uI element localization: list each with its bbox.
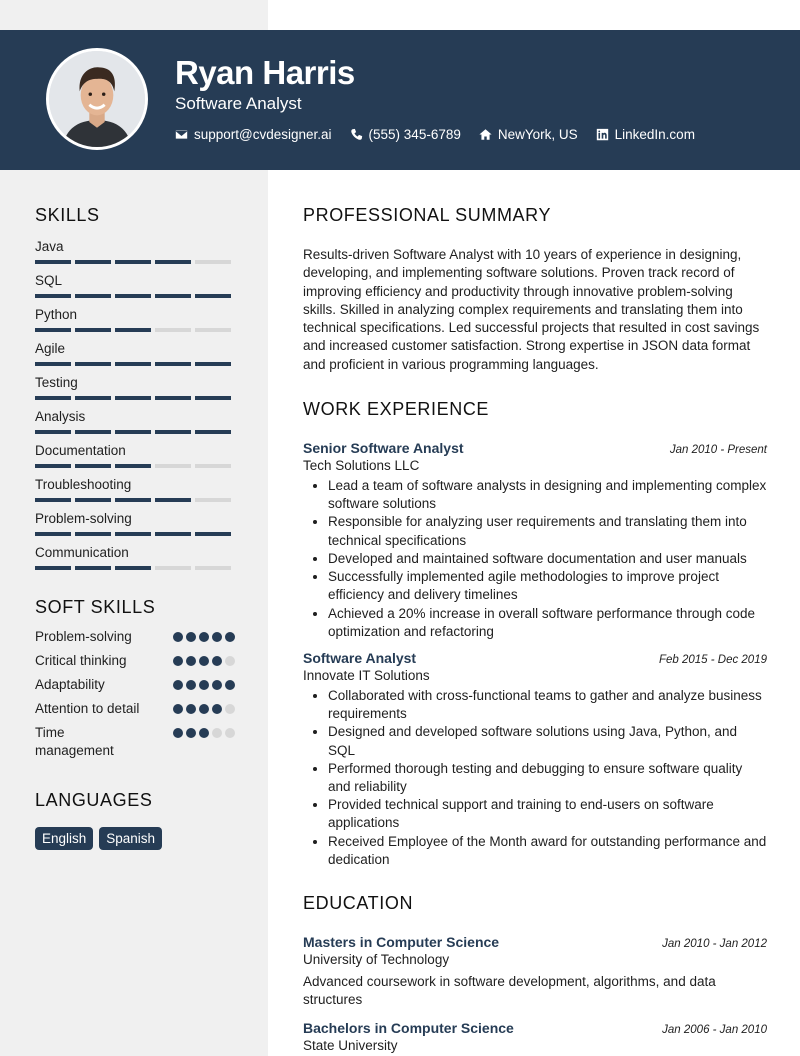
soft-skill-name: Attention to detail: [35, 701, 140, 716]
skill-level-bar: [35, 396, 235, 400]
job-bullet: • Achieved a 20% increase in overall software performance through code optimization and refactoring: [328, 605, 767, 641]
rating-dot: [199, 680, 209, 690]
job-bullet: • Performed thorough testing and debugging to ensure software quality and reliability: [328, 760, 767, 796]
skill-level-segment: [75, 566, 111, 570]
skill-level-segment: [35, 566, 71, 570]
skill-level-bar: [35, 430, 235, 434]
job-entry: [303, 440, 767, 641]
rating-dot: [186, 704, 196, 714]
skill-level-segment: [155, 328, 191, 332]
skill-level-segment: [35, 362, 71, 366]
skill-level-bar: [35, 566, 235, 570]
summary-text: Results-driven Software Analyst with 10 years of experience in designing, developing, and implementing software solutions. Proven track record of improving efficiency and productivity through innovative problem-solving skills. Skilled in analyzing complex requirements and translating them into technical specifications. Led successful projects that resulted in cost savings and increased customer satisfaction. Strong expertise in JSON data format and proficient in various programming languages.: [303, 247, 760, 372]
rating-dot: [212, 632, 222, 642]
contact-row: [175, 127, 695, 142]
education-header: [303, 1020, 767, 1036]
skill-level-segment: [115, 430, 151, 434]
skill-level-segment: [75, 294, 111, 298]
rating-dot: [212, 728, 222, 738]
rating-dot: [225, 632, 235, 642]
skill-level-segment: [195, 532, 231, 536]
job-bullet: • Responsible for analyzing user requirements and translating them into technical specifications: [328, 513, 767, 549]
rating-dot: [186, 680, 196, 690]
soft-skill-item: [35, 628, 235, 646]
skill-level-segment: [35, 532, 71, 536]
job-bullets: [303, 477, 767, 641]
person-name: Ryan Harris: [175, 54, 355, 91]
soft-skill-rating: [173, 632, 235, 642]
skill-level-segment: [35, 430, 71, 434]
rating-dot: [173, 728, 183, 738]
skill-item: [35, 476, 235, 502]
skill-item: [35, 408, 235, 434]
skill-level-bar: [35, 260, 235, 264]
rating-dot: [225, 656, 235, 666]
degree-title: Bachelors in Computer Science: [303, 1019, 514, 1036]
rating-dot: [212, 704, 222, 714]
school-name: University of Technology: [303, 951, 450, 967]
skill-level-segment: [115, 532, 151, 536]
skill-name: Problem-solving: [35, 511, 132, 526]
skill-level-segment: [35, 294, 71, 298]
rating-dot: [186, 632, 196, 642]
skill-level-segment: [155, 566, 191, 570]
skill-level-bar: [35, 532, 235, 536]
education-heading: EDUCATION: [303, 892, 414, 913]
phone-text: (555) 345-6789: [368, 127, 461, 142]
resume-header: [0, 30, 800, 170]
skill-name: Communication: [35, 545, 129, 560]
rating-dot: [199, 728, 209, 738]
skill-item: [35, 306, 235, 332]
soft-skill-name: Time management: [35, 725, 114, 758]
left-column: [35, 205, 235, 850]
job-entry: [303, 650, 767, 869]
skill-name: SQL: [35, 273, 63, 288]
rating-dot: [212, 680, 222, 690]
skill-level-segment: [75, 430, 111, 434]
skill-item: [35, 544, 235, 570]
rating-dot: [212, 656, 222, 666]
soft-skill-rating: [173, 728, 235, 738]
contact-linkedin[interactable]: [596, 127, 695, 142]
job-bullet: • Collaborated with cross-functional teams to gather and analyze business requirements: [328, 687, 767, 723]
rating-dot: [173, 632, 183, 642]
education-date: Jan 2010 - Jan 2012: [662, 937, 767, 950]
skill-level-segment: [195, 328, 231, 332]
skill-level-segment: [35, 396, 71, 400]
skill-level-segment: [155, 430, 191, 434]
skill-level-segment: [75, 260, 111, 264]
soft-skill-rating: [173, 680, 235, 690]
skill-level-segment: [195, 498, 231, 502]
skill-level-segment: [115, 464, 151, 468]
job-bullet: • Successfully implemented agile methodologies to improve project efficiency and delivery timelines: [328, 568, 767, 604]
education-description: Advanced coursework in software development, algorithms, and data structures: [303, 973, 716, 1008]
contact-phone[interactable]: [350, 127, 461, 142]
skills-list: [35, 238, 235, 570]
skill-level-segment: [35, 464, 71, 468]
job-bullet: • Designed and developed software solutions using Java, Python, and SQL: [328, 723, 767, 759]
skill-level-segment: [195, 430, 231, 434]
skill-name: Python: [35, 307, 78, 322]
skill-level-segment: [195, 362, 231, 366]
skill-name: Troubleshooting: [35, 477, 132, 492]
job-header: [303, 440, 767, 456]
education-list: [303, 934, 767, 1053]
skill-level-segment: [155, 532, 191, 536]
skill-level-segment: [115, 260, 151, 264]
summary-heading: PROFESSIONAL SUMMARY: [303, 205, 552, 225]
skill-level-segment: [195, 464, 231, 468]
soft-skill-item: [35, 676, 235, 694]
skill-level-segment: [75, 464, 111, 468]
skill-level-segment: [75, 362, 111, 366]
rating-dot: [173, 704, 183, 714]
skill-level-segment: [195, 294, 231, 298]
skill-item: [35, 238, 235, 264]
language-tag: Spanish: [99, 827, 162, 850]
profile-photo: [49, 51, 145, 147]
soft-skills-list: [35, 628, 235, 760]
rating-dot: [199, 656, 209, 666]
skill-item: [35, 374, 235, 400]
linkedin-text: LinkedIn.com: [614, 127, 695, 142]
job-bullet: • Provided technical support and training to end-users on software applications: [328, 796, 767, 832]
company-name: Innovate IT Solutions: [303, 667, 430, 683]
skill-level-segment: [35, 260, 71, 264]
skill-level-segment: [115, 362, 151, 366]
skill-name: Testing: [35, 375, 78, 390]
skill-level-segment: [155, 260, 191, 264]
skill-item: [35, 272, 235, 298]
rating-dot: [225, 704, 235, 714]
skill-level-segment: [75, 532, 111, 536]
person-role: Software Analyst: [175, 94, 302, 113]
avatar: [46, 48, 148, 150]
skill-level-bar: [35, 294, 235, 298]
skill-level-segment: [115, 328, 151, 332]
contact-location: [479, 127, 578, 142]
skill-level-segment: [195, 260, 231, 264]
skill-level-segment: [115, 396, 151, 400]
skill-name: Agile: [35, 341, 66, 356]
skill-level-segment: [155, 498, 191, 502]
skill-level-bar: [35, 328, 235, 332]
skill-name: Documentation: [35, 443, 126, 458]
skill-item: [35, 510, 235, 536]
rating-dot: [225, 728, 235, 738]
job-title: Software Analyst: [303, 649, 417, 666]
skill-name: Java: [35, 239, 64, 254]
email-text: support@cvdesigner.ai: [194, 127, 332, 142]
rating-dot: [186, 728, 196, 738]
company-name: Tech Solutions LLC: [303, 458, 420, 474]
skill-level-segment: [75, 396, 111, 400]
contact-email[interactable]: [175, 127, 332, 142]
skill-level-segment: [115, 498, 151, 502]
skill-level-segment: [195, 396, 231, 400]
job-bullet: • Developed and maintained software documentation and user manuals: [328, 550, 767, 568]
skills-heading: SKILLS: [35, 205, 100, 225]
skill-level-segment: [155, 294, 191, 298]
skill-level-segment: [155, 396, 191, 400]
soft-skill-rating: [173, 704, 235, 714]
soft-skills-heading: SOFT SKILLS: [35, 597, 156, 617]
skill-level-segment: [155, 464, 191, 468]
languages-list: [35, 827, 235, 850]
job-header: [303, 650, 767, 666]
school-name: State University: [303, 1037, 398, 1053]
rating-dot: [199, 632, 209, 642]
jobs-list: [303, 440, 767, 869]
soft-skill-item: [35, 652, 235, 670]
soft-skill-name: Problem-solving: [35, 629, 132, 644]
soft-skill-rating: [173, 656, 235, 666]
education-entry: [303, 934, 767, 1010]
skill-level-segment: [195, 566, 231, 570]
job-bullet: • Lead a team of software analysts in designing and implementing complex software solutions: [328, 477, 767, 513]
skill-level-segment: [35, 498, 71, 502]
skill-name: Analysis: [35, 409, 86, 424]
rating-dot: [225, 680, 235, 690]
skill-level-segment: [35, 328, 71, 332]
languages-heading: LANGUAGES: [35, 790, 153, 810]
education-entry: [303, 1020, 767, 1053]
linkedin-icon: [596, 128, 609, 141]
rating-dot: [173, 656, 183, 666]
skill-level-segment: [115, 294, 151, 298]
job-bullets: [303, 687, 767, 869]
skill-level-bar: [35, 498, 235, 502]
language-tag: English: [35, 827, 93, 850]
rating-dot: [173, 680, 183, 690]
rating-dot: [186, 656, 196, 666]
skill-level-bar: [35, 464, 235, 468]
experience-heading: WORK EXPERIENCE: [303, 399, 490, 420]
skill-item: [35, 340, 235, 366]
job-date: Jan 2010 - Present: [669, 444, 767, 457]
skill-level-segment: [75, 328, 111, 332]
location-text: NewYork, US: [497, 127, 578, 142]
soft-skill-item: [35, 724, 235, 760]
education-header: [303, 934, 767, 950]
soft-skill-name: Critical thinking: [35, 653, 127, 668]
skill-level-segment: [115, 566, 151, 570]
rating-dot: [199, 704, 209, 714]
soft-skill-item: [35, 700, 235, 718]
job-title: Senior Software Analyst: [303, 440, 464, 457]
skill-level-segment: [75, 498, 111, 502]
job-date: Feb 2015 - Dec 2019: [658, 653, 767, 666]
skill-level-bar: [35, 362, 235, 366]
home-icon: [479, 128, 492, 141]
skill-level-segment: [155, 362, 191, 366]
phone-icon: [350, 128, 363, 141]
soft-skill-name: Adaptability: [35, 677, 105, 692]
right-column: [303, 205, 767, 1053]
degree-title: Masters in Computer Science: [303, 933, 500, 950]
skill-item: [35, 442, 235, 468]
education-date: Jan 2006 - Jan 2010: [662, 1023, 767, 1036]
job-bullet: • Received Employee of the Month award for outstanding performance and dedication: [328, 833, 767, 869]
envelope-icon: [175, 128, 188, 141]
